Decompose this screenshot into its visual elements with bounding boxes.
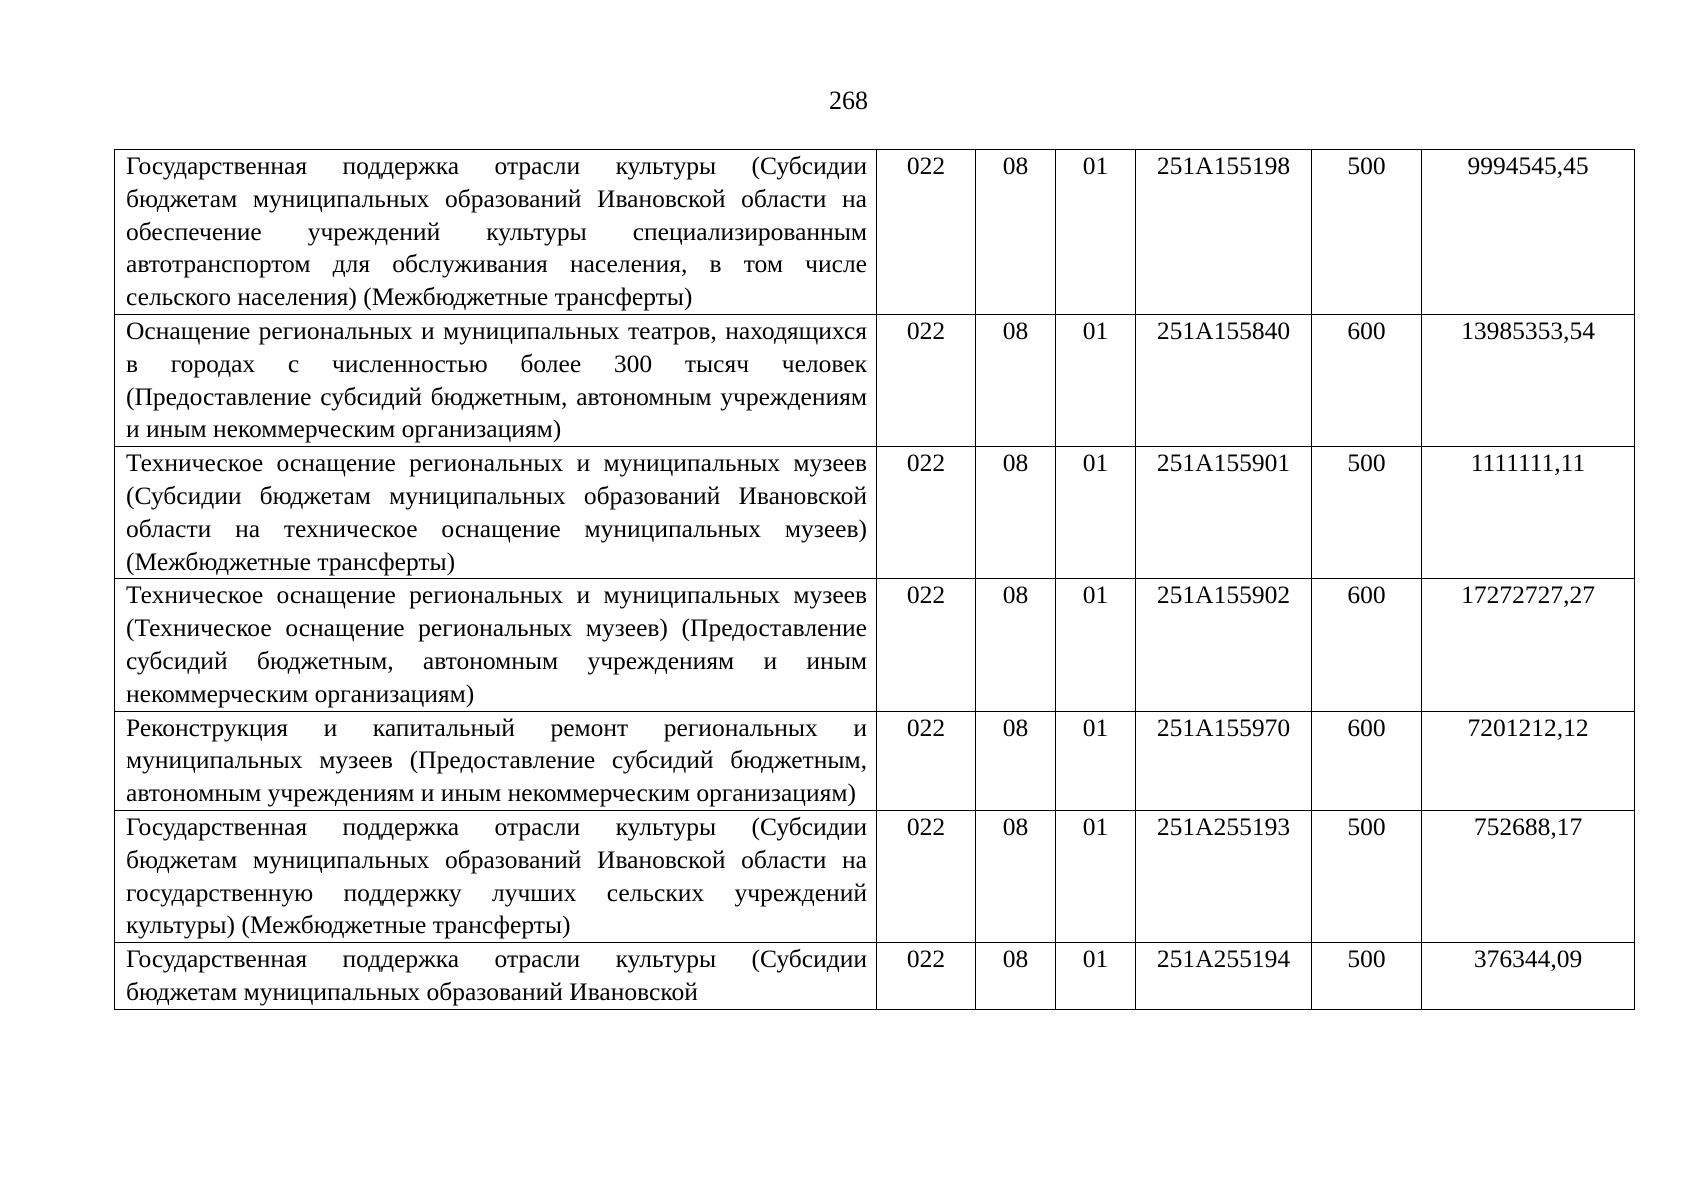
ministry-code: 022 — [877, 810, 976, 942]
section-code: 08 — [976, 579, 1056, 711]
section-code: 08 — [976, 810, 1056, 942]
row-description: Техническое оснащение региональных и муниципальных музеев (Техническое оснащение региональных музеев) (Предоставление субсидий бюджетным, автономным учреждениям и иным некоммерческим организациям) — [115, 579, 877, 711]
expense-type-code: 600 — [1312, 314, 1422, 446]
row-description: Государственная поддержка отрасли культуры (Субсидии бюджетам муниципальных образований Ивановской — [115, 943, 877, 1010]
expense-type-code: 500 — [1312, 943, 1422, 1010]
table-row — [115, 579, 1635, 711]
ministry-code: 022 — [877, 447, 976, 579]
target-item-code: 251А155840 — [1136, 314, 1312, 446]
amount: 9994545,45 — [1422, 150, 1635, 315]
amount: 7201212,12 — [1422, 711, 1635, 810]
row-description: Техническое оснащение региональных и муниципальных музеев (Субсидии бюджетам муниципальных образований Ивановской области на техническое оснащение муниципальных музеев) (Межбюджетные трансферты) — [115, 447, 877, 579]
page-number: 268 — [829, 86, 868, 115]
row-description: Государственная поддержка отрасли культуры (Субсидии бюджетам муниципальных образований Ивановской области на государственную поддержку лучших сельских учреждений культуры) (Межбюджетные трансферты) — [115, 810, 877, 942]
expense-type-code: 600 — [1312, 579, 1422, 711]
expense-type-code: 600 — [1312, 711, 1422, 810]
subsection-code: 01 — [1056, 579, 1136, 711]
amount: 1111111,11 — [1422, 447, 1635, 579]
expense-type-code: 500 — [1312, 150, 1422, 315]
subsection-code: 01 — [1056, 314, 1136, 446]
row-description: Государственная поддержка отрасли культуры (Субсидии бюджетам муниципальных образований Ивановской области на обеспечение учреждений культуры специализированным автотранспортом для обслуживания населения, в том числе сельского населения) (Межбюджетные трансферты) — [115, 150, 877, 315]
ministry-code: 022 — [877, 314, 976, 446]
amount: 13985353,54 — [1422, 314, 1635, 446]
subsection-code: 01 — [1056, 447, 1136, 579]
subsection-code: 01 — [1056, 711, 1136, 810]
amount: 376344,09 — [1422, 943, 1635, 1010]
ministry-code: 022 — [877, 711, 976, 810]
target-item-code: 251А255193 — [1136, 810, 1312, 942]
table-row — [115, 810, 1635, 942]
row-description: Реконструкция и капитальный ремонт региональных и муниципальных музеев (Предоставление субсидий бюджетным, автономным учреждениям и иным некоммерческим организациям) — [115, 711, 877, 810]
ministry-code: 022 — [877, 150, 976, 315]
section-code: 08 — [976, 314, 1056, 446]
budget-table — [114, 149, 1635, 1010]
table-row — [115, 943, 1635, 1010]
section-code: 08 — [976, 447, 1056, 579]
target-item-code: 251А155198 — [1136, 150, 1312, 315]
row-description: Оснащение региональных и муниципальных театров, находящихся в городах с численностью более 300 тысяч человек (Предоставление субсидий бюджетным, автономным учреждениям и иным некоммерческим организациям) — [115, 314, 877, 446]
table-row — [115, 711, 1635, 810]
ministry-code: 022 — [877, 943, 976, 1010]
amount: 17272727,27 — [1422, 579, 1635, 711]
section-code: 08 — [976, 150, 1056, 315]
target-item-code: 251А155970 — [1136, 711, 1312, 810]
table-row — [115, 447, 1635, 579]
table-row — [115, 150, 1635, 315]
expense-type-code: 500 — [1312, 810, 1422, 942]
target-item-code: 251А255194 — [1136, 943, 1312, 1010]
section-code: 08 — [976, 943, 1056, 1010]
target-item-code: 251А155902 — [1136, 579, 1312, 711]
ministry-code: 022 — [877, 579, 976, 711]
target-item-code: 251А155901 — [1136, 447, 1312, 579]
subsection-code: 01 — [1056, 810, 1136, 942]
subsection-code: 01 — [1056, 943, 1136, 1010]
table-row — [115, 314, 1635, 446]
section-code: 08 — [976, 711, 1056, 810]
amount: 752688,17 — [1422, 810, 1635, 942]
subsection-code: 01 — [1056, 150, 1136, 315]
expense-type-code: 500 — [1312, 447, 1422, 579]
